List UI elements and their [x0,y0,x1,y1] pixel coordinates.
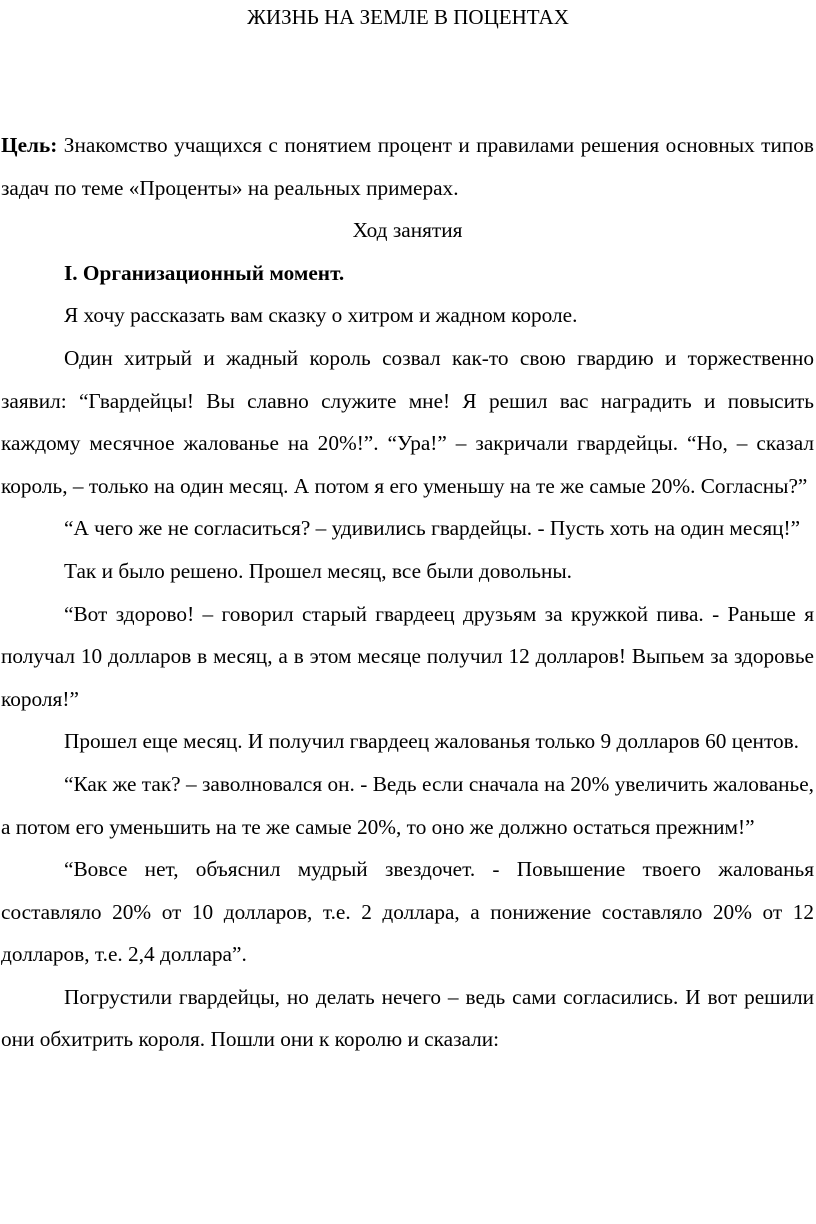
story-paragraph: Я хочу рассказать вам сказку о хитром и жадном короле. [64,303,578,328]
section-heading: I. Организационный момент. [64,260,345,285]
story-paragraph: “Вовсе нет, объяснил мудрый звездочет. - Повышение твоего жалованья составляло 20% от 10 долларов, т.е. 2 доллара, а понижение составляло 20% от 12 долларов, т.е. 2,4 доллара”. [1,857,814,967]
story-paragraph: “Вот здорово! – говорил старый гвардеец друзьям за кружкой пива. - Раньше я получал 10 долларов в месяц, а в этом месяце получил 12 долларов! Выпьем за здоровье короля!” [1,601,814,711]
goal-label: Цель: [1,133,58,157]
story-paragraph: “А чего же не согласиться? – удивились гвардейцы. - Пусть хоть на один месяц!” [64,516,801,541]
goal-paragraph [1,124,814,209]
story-paragraph: “Как же так? – заволновался он. - Ведь если сначала на 20% увеличить жалованье, а потом его уменьшить на те же самые 20%, то оно же должно остаться прежним!” [1,771,814,839]
goal-text: Знакомство учащихся с понятием процент и правилами решения основных типов задач по теме «Проценты» на реальных примерах. [1,133,814,200]
story-paragraph: Так и было решено. Прошел месяц, все были довольны. [64,558,572,583]
document-title: ЖИЗНЬ НА ЗЕМЛЕ В ПОЦЕНТАХ [247,5,569,29]
document-body [1,124,814,1061]
story-paragraph: Прошел еще месяц. И получил гвардеец жалованья только 9 долларов 60 центов. [64,729,800,754]
story-paragraph: Погрустили гвардейцы, но делать нечего – ведь сами согласились. И вот решили они обхитрить короля. Пошли они к королю и сказали: [1,984,814,1052]
story-paragraph: Один хитрый и жадный король созвал как-то свою гвардию и торжественно заявил: “Гвардейцы! Вы славно служите мне! Я решил вас наградить и повысить каждому месячное жалованье на 20%!”. “Ура!” – закричали гвардейцы. “Но, – сказал король, – только на один месяц. А потом я его уменьшу на те же самые 20%. Согласны?” [1,345,814,498]
course-heading: Ход занятия [352,218,463,243]
